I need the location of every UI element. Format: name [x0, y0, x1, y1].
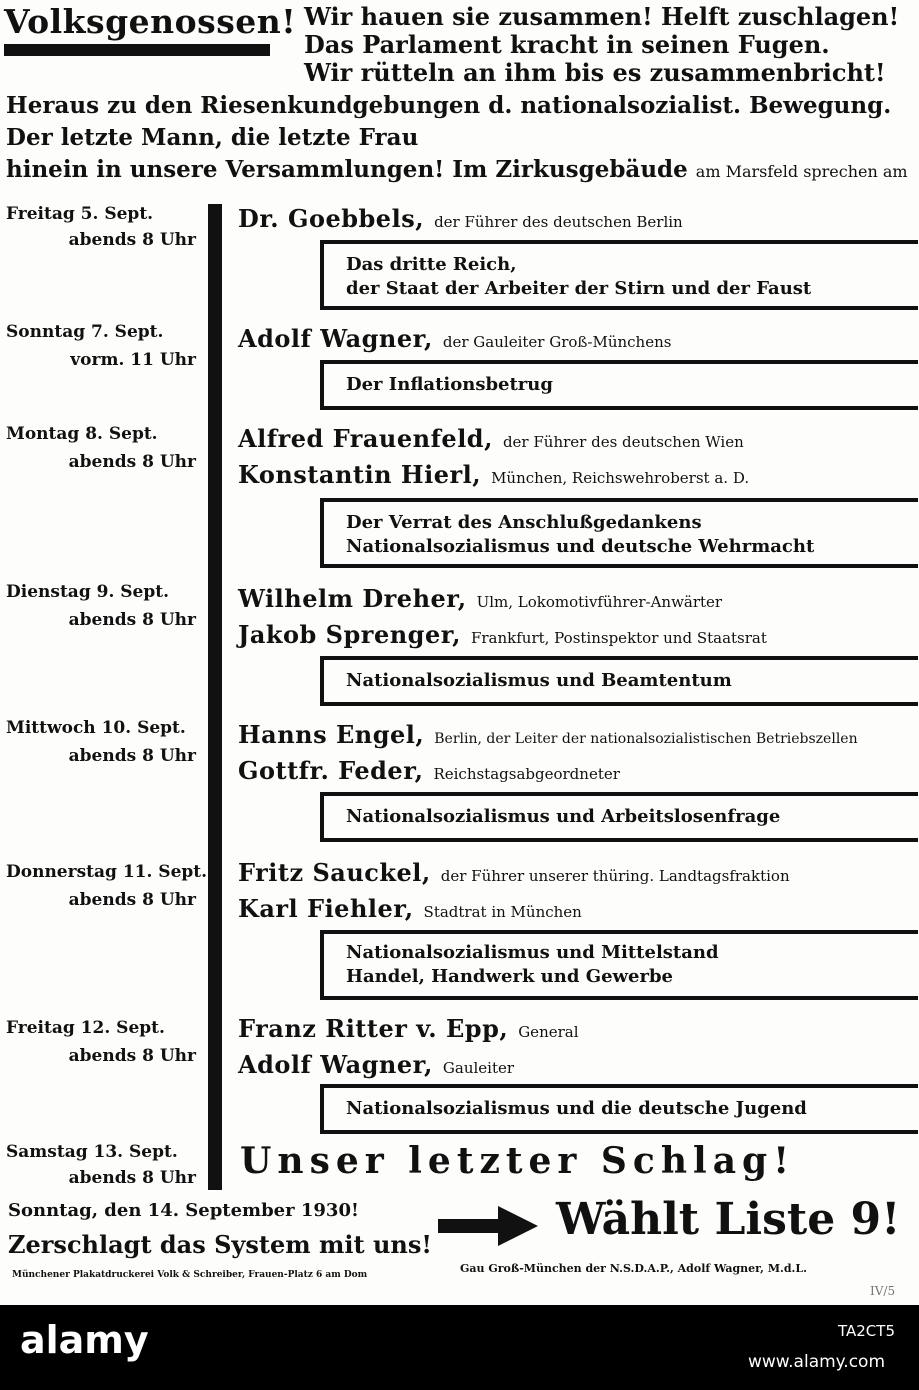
speaker-name — [238, 720, 858, 749]
speaker-name — [238, 460, 749, 489]
speech-topic-box — [320, 656, 918, 706]
speaker-role: Frankfurt, Postinspektor und Staatsrat — [470, 629, 767, 647]
topic-line: Nationalsozialismus und Beamtentum — [346, 670, 732, 691]
speaker-name — [238, 858, 790, 887]
speaker-name — [238, 424, 744, 453]
printer-credit: Münchener Plakatdruckerei Volk & Schreiber, Frauen-Platz 6 am Dom — [12, 1270, 368, 1280]
speaker-name-text: Karl Fiehler, — [238, 894, 414, 923]
speaker-name-text: Franz Ritter v. Epp, — [238, 1014, 509, 1043]
venue-line-small: am Marsfeld sprechen am — [695, 162, 908, 181]
header-line-1: Wir hauen sie zusammen! Helft zuschlagen! — [304, 2, 900, 31]
speaker-role: München, Reichswehroberst a. D. — [491, 469, 750, 487]
event-day: Freitag 5. Sept. — [6, 204, 154, 224]
speaker-role: Reichstagsabgeordneter — [433, 765, 620, 783]
event-time: abends 8 Uhr — [68, 890, 196, 910]
topic-line: der Staat der Arbeiter der Stirn und der Faust — [346, 278, 812, 299]
alamy-logo: alamy — [20, 1318, 149, 1362]
topic-line: Handel, Handwerk und Gewerbe — [346, 966, 673, 987]
event-time: abends 8 Uhr — [68, 230, 196, 250]
vote-list-9: Wählt Liste 9! — [556, 1194, 901, 1245]
topic-line: Nationalsozialismus und deutsche Wehrmacht — [346, 536, 815, 557]
title-underline-bar — [4, 44, 270, 56]
speaker-name — [238, 1050, 514, 1079]
topic-line: Nationalsozialismus und Arbeitslosenfrage — [346, 806, 781, 827]
speaker-name-text: Fritz Sauckel, — [238, 858, 431, 887]
speaker-name — [238, 204, 683, 233]
speaker-name — [238, 620, 767, 649]
gau-credit: Gau Groß-München der N.S.D.A.P., Adolf Wagner, M.d.L. — [460, 1262, 807, 1275]
speaker-name-text: Jakob Sprenger, — [238, 620, 461, 649]
speech-topic-box — [320, 930, 918, 1000]
speaker-name-text: Alfred Frauenfeld, — [238, 424, 493, 453]
event-day: Samstag 13. Sept. — [6, 1142, 178, 1162]
rally-call: Heraus zu den Riesenkundgebungen d. nationalsozialist. Bewegung. — [6, 92, 892, 119]
speech-topic-box — [320, 498, 918, 568]
speaker-role: Ulm, Lokomotivführer-Anwärter — [476, 593, 723, 611]
speaker-name-text: Dr. Goebbels, — [238, 204, 425, 233]
speaker-role: der Führer des deutschen Berlin — [434, 213, 683, 231]
speaker-role: der Gauleiter Groß-Münchens — [442, 333, 672, 351]
image-id: TA2CT5 — [838, 1322, 895, 1340]
event-time: vorm. 11 Uhr — [70, 350, 196, 370]
event-day: Montag 8. Sept. — [6, 424, 158, 444]
speaker-name — [238, 894, 582, 923]
speaker-name-text: Konstantin Hierl, — [238, 460, 482, 489]
header-line-2: Das Parlament kracht in seinen Fugen. — [304, 30, 830, 59]
speaker-role: Berlin, der Leiter der nationalsozialistischen Betriebszellen — [434, 731, 858, 747]
final-slogan: Unser letzter Schlag! — [240, 1140, 795, 1182]
archive-mark: IV/5 — [870, 1284, 896, 1298]
speaker-role: Stadtrat in München — [423, 903, 582, 921]
speaker-name-text: Hanns Engel, — [238, 720, 425, 749]
watermark-url: www.alamy.com — [748, 1352, 886, 1372]
election-date: Sonntag, den 14. September 1930! — [8, 1200, 359, 1221]
speech-topic-box — [320, 240, 918, 310]
speaker-name — [238, 1014, 579, 1043]
speaker-role: Gauleiter — [442, 1059, 515, 1077]
event-day: Donnerstag 11. Sept. — [6, 862, 208, 882]
event-day: Dienstag 9. Sept. — [6, 582, 170, 602]
last-man-line: Der letzte Mann, die letzte Frau — [6, 124, 419, 151]
smash-slogan: Zerschlagt das System mit uns! — [8, 1230, 432, 1259]
topic-line: Nationalsozialismus und die deutsche Jugend — [346, 1098, 807, 1119]
speaker-name — [238, 756, 620, 785]
header-line-3: Wir rütteln an ihm bis es zusammenbricht! — [304, 58, 886, 87]
speech-topic-box — [320, 360, 918, 410]
event-time: abends 8 Uhr — [68, 610, 196, 630]
speaker-name — [238, 584, 722, 613]
speaker-name — [238, 324, 671, 353]
schedule-divider — [208, 204, 222, 1190]
right-arrow-icon — [438, 1204, 538, 1248]
speaker-role: der Führer unserer thüring. Landtagsfraktion — [440, 867, 790, 885]
speaker-name-text: Adolf Wagner, — [238, 1050, 433, 1079]
event-time: abends 8 Uhr — [68, 452, 196, 472]
topic-line: Nationalsozialismus und Mittelstand — [346, 942, 719, 963]
speech-topic-box — [320, 1084, 918, 1134]
speech-topic-box — [320, 792, 918, 842]
event-time: abends 8 Uhr — [68, 1168, 196, 1188]
speaker-name-text: Adolf Wagner, — [238, 324, 433, 353]
venue-line — [6, 156, 908, 183]
topic-line: Der Inflationsbetrug — [346, 374, 553, 395]
speaker-role: General — [518, 1023, 579, 1041]
topic-line: Der Verrat des Anschlußgedankens — [346, 512, 702, 533]
speaker-role: der Führer des deutschen Wien — [502, 433, 744, 451]
event-day: Mittwoch 10. Sept. — [6, 718, 186, 738]
event-day: Freitag 12. Sept. — [6, 1018, 165, 1038]
poster-title: Volksgenossen! — [4, 2, 297, 41]
event-time: abends 8 Uhr — [68, 1046, 196, 1066]
speaker-name-text: Wilhelm Dreher, — [238, 584, 467, 613]
event-day: Sonntag 7. Sept. — [6, 322, 164, 342]
event-time: abends 8 Uhr — [68, 746, 196, 766]
venue-line-text: hinein in unsere Versammlungen! Im Zirkusgebäude — [6, 156, 688, 183]
speaker-name-text: Gottfr. Feder, — [238, 756, 424, 785]
topic-line: Das dritte Reich, — [346, 254, 517, 275]
